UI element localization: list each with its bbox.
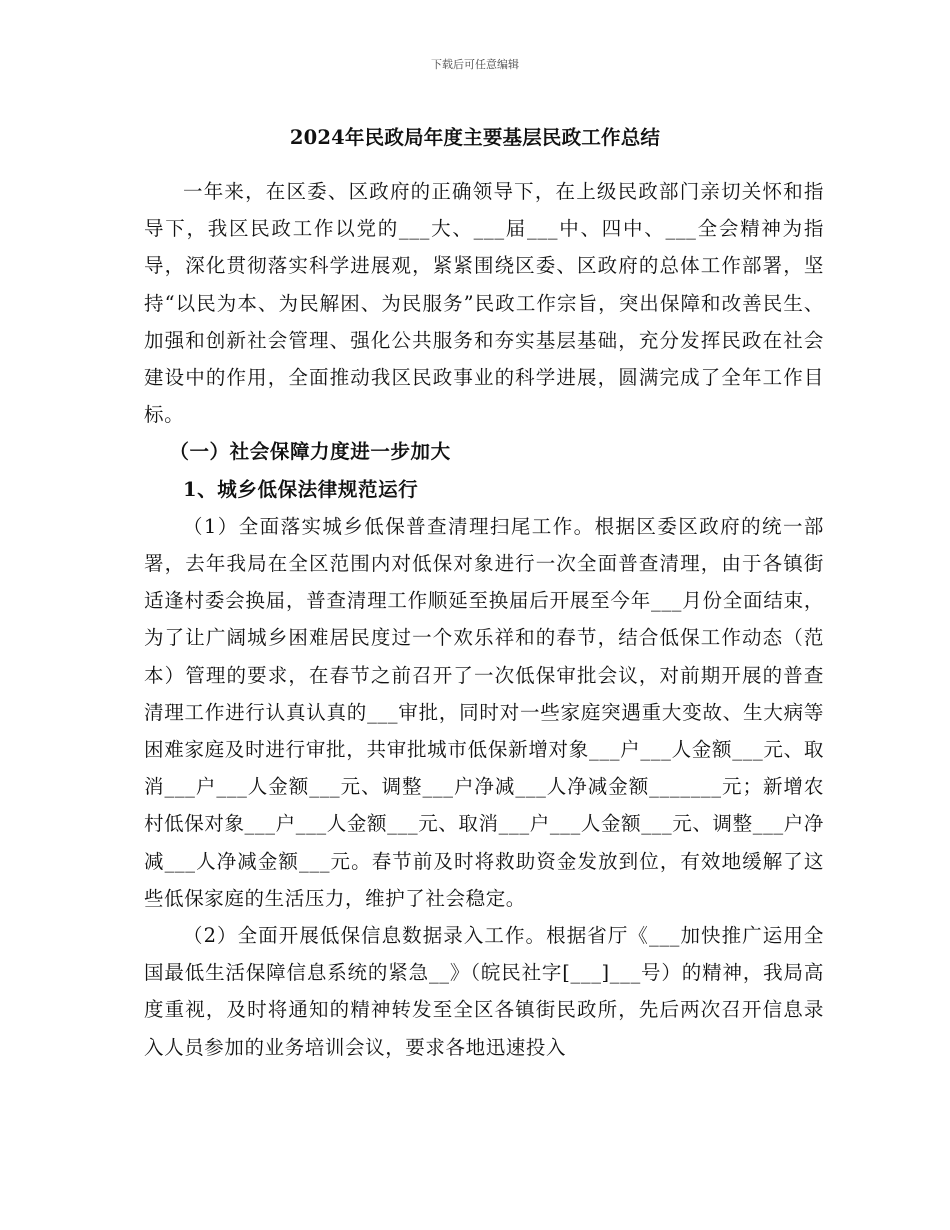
header-note: 下载后可任意编辑 [431,58,519,71]
paragraph-1: （1）全面落实城乡低保普查清理扫尾工作。根据区委区政府的统一部署，去年我局在全区范围内对低保对象进行一次全面普查清理，由于各镇街适逢村委会换届，普查清理工作顺延至换届后开展至今年___月份全面结束，为了让广阔城乡困难居民度过一个欢乐祥和的春节，结合低保工作动态（范本）管理的要求，在春节之前召开了一次低保审批会议，对前期开展的普查清理工作进行认真认真的___审批，同时对一些家庭突遇重大变故、生大病等困难家庭及时进行审批，共审批城市低保新增对象___户___人金额___元、取消___户___人金额___元、调整___户净减___人净减金额_______元；新增农村低保对象___户___人金额___元、取消___户___人金额___元、调整___户净减___人净减金额___元。春节前及时将救助资金发放到位，有效地缓解了这些低保家庭的生活压力，维护了社会稳定。 [144,514,824,910]
paragraph-2: （2）全面开展低保信息数据录入工作。根据省厅《___加快推广运用全国最低生活保障信息系统的紧急__》（皖民社字[___]___号）的精神，我局高度重视，及时将通知的精神转发至全区各镇街民政所，先后两次召开信息录入人员参加的业务培训会议，要求各地迅速投入 [144,924,824,1059]
intro-paragraph: 一年来，在区委、区政府的正确领导下，在上级民政部门亲切关怀和指导下，我区民政工作以党的___大、___届___中、四中、___全会精神为指导，深化贯彻落实科学进展观，紧紧围绕区委、区政府的总体工作部署，坚持“以民为本、为民解困、为民服务”民政工作宗旨，突出保障和改善民生、加强和创新社会管理、强化公共服务和夯实基层基础，充分发挥民政在社会建设中的作用，全面推动我区民政事业的科学进展，圆满完成了全年工作目标。 [144,180,824,427]
section-heading: （一）社会保障力度进一步加大 [169,440,451,464]
subsection-heading: 1、城乡低保法律规范运行 [183,477,419,501]
document-title: 2024年民政局年度主要基层民政工作总结 [289,126,661,149]
document-body [144,173,824,1066]
